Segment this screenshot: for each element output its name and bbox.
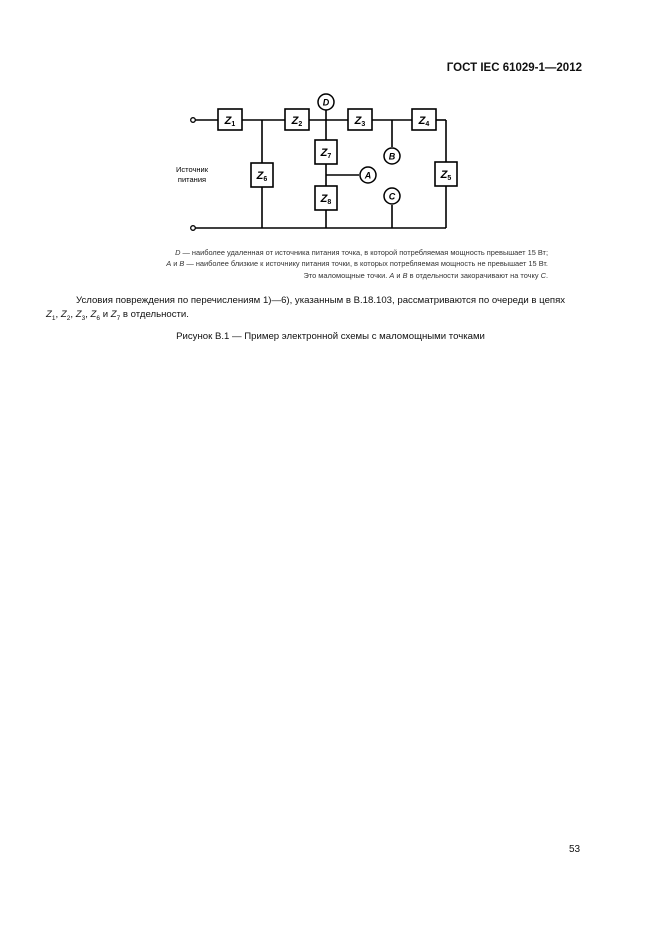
source-label-line1: Источник <box>175 165 209 174</box>
legend-line-2: A и B — наиболее близкие к источнику питания точки, в которых потребляемая мощность не превышает 15 Вт. <box>166 259 548 269</box>
circuit-diagram <box>170 90 470 240</box>
point-d-label: D <box>322 97 330 108</box>
source-terminal-top <box>191 118 196 123</box>
legend-line-1: D — наиболее удаленная от источника питания точка, в которой потребляемая мощность превышает 15 Вт; <box>175 248 548 257</box>
figure-legend <box>0 247 548 281</box>
figure-caption: Рисунок B.1 — Пример электронной схемы с маломощными точками <box>176 331 485 342</box>
z6-label: Z6 <box>256 170 268 183</box>
paragraph-line-1: Условия повреждения по перечислениям 1)—6), указанным в B.18.103, рассматриваются по очереди в цепях <box>76 295 566 306</box>
paragraph-line-2: $Z_1$, $Z_2$, $Z_3$, $Z_6$ и $Z_7$ в отдельности. <box>46 309 189 322</box>
z5-label: Z5 <box>440 169 452 182</box>
z4-label: Z4 <box>418 115 430 128</box>
z2-label: Z2 <box>291 115 303 128</box>
z3-label: Z3 <box>354 115 366 128</box>
point-b-label: B <box>388 151 396 162</box>
body-paragraph <box>46 294 586 326</box>
legend-line-3: Это маломощные точки. A и B в отдельности закорачивают на точку C. <box>303 270 548 280</box>
z1-label: Z1 <box>224 115 236 128</box>
source-terminal-bottom <box>191 226 196 231</box>
point-a-label: A <box>364 170 372 181</box>
page-number: 53 <box>569 844 581 855</box>
point-c-label: C <box>388 191 396 202</box>
source-label-line2: питания <box>177 175 207 184</box>
document-header: ГОСТ IEC 61029-1—2012 <box>446 62 582 74</box>
z7-label: Z7 <box>320 147 332 160</box>
z8-label: Z8 <box>320 193 332 206</box>
